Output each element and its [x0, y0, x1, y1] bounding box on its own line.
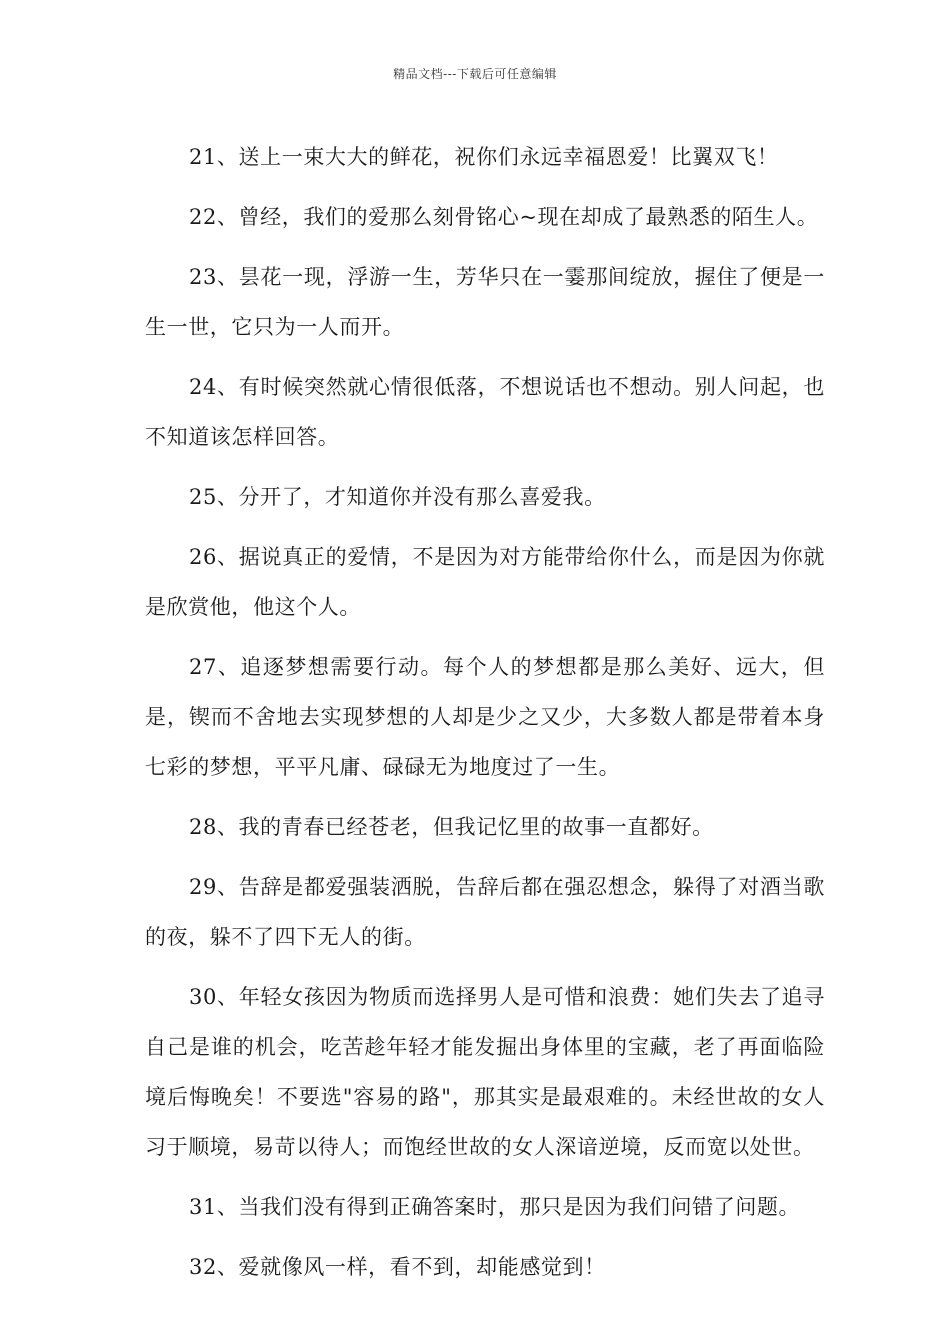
paragraph-28: 28、我的青春已经苍老，但我记忆里的故事一直都好。 — [189, 815, 714, 839]
paragraph-31: 31、当我们没有得到正确答案时，那只是因为我们问错了问题。 — [189, 1195, 801, 1219]
paragraph-26: 26、据说真正的爱情，不是因为对方能带给你什么，而是因为你就是欣赏他，他这个人。 — [145, 545, 825, 619]
paragraph-32: 32、爱就像风一样，看不到，却能感觉到！ — [189, 1255, 606, 1279]
paragraph-24: 24、有时候突然就心情很低落，不想说话也不想动。别人问起，也不知道该怎样回答。 — [145, 375, 825, 449]
paragraph-22: 22、曾经，我们的爱那么刻骨铭心~现在却成了最熟悉的陌生人。 — [189, 205, 819, 229]
paragraph-25: 25、分开了，才知道你并没有那么喜爱我。 — [189, 485, 606, 509]
page-header: 精品文档---下载后可任意编辑 — [393, 67, 557, 81]
document-body — [145, 132, 825, 1302]
paragraph-30: 30、年轻女孩因为物质而选择男人是可惜和浪费：她们失去了追寻自己是谁的机会，吃苦趁年轻才能发掘出身体里的宝藏，老了再面临险境后悔晚矣！不要选"容易的路"，那其实是最艰难的。未经世故的女人习于顺境，易苛以待人；而饱经世故的女人深谙逆境，反而宽以处世。 — [145, 985, 825, 1159]
paragraph-29: 29、告辞是都爱强装洒脱，告辞后都在强忍想念，躲得了对酒当歌的夜，躲不了四下无人的街。 — [145, 875, 825, 949]
paragraph-23: 23、昙花一现，浮游一生，芳华只在一霎那间绽放，握住了便是一生一世，它只为一人而开。 — [145, 265, 825, 339]
paragraph-27: 27、追逐梦想需要行动。每个人的梦想都是那么美好、远大，但是，锲而不舍地去实现梦想的人却是少之又少，大多数人都是带着本身七彩的梦想，平平凡庸、碌碌无为地度过了一生。 — [145, 655, 825, 779]
paragraph-21: 21、送上一束大大的鲜花，祝你们永远幸福恩爱！比翼双飞！ — [189, 145, 779, 169]
